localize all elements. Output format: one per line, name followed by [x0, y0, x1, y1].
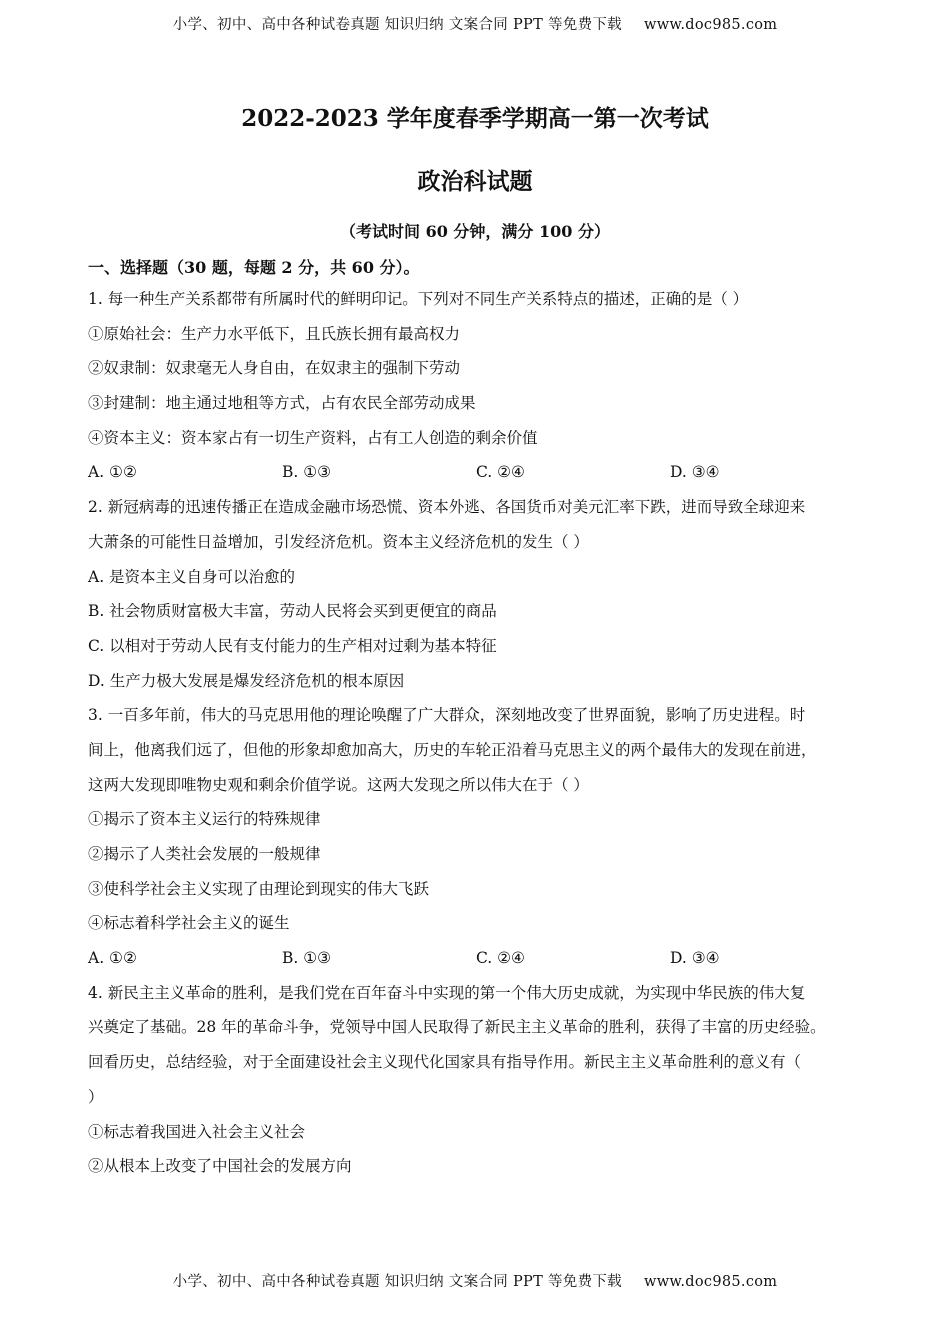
question-2-option: C. 以相对于劳动人民有支付能力的生产相对过剩为基本特征: [88, 636, 497, 655]
exam-title: 2022-2023 学年度春季学期高一第一次考试: [241, 105, 709, 132]
footer-text: 小学、初中、高中各种试卷真题 知识归纳 文案合同 PPT 等免费下载: [172, 1274, 622, 1290]
question-2-stem: 大萧条的可能性日益增加，引发经济危机。资本主义经济危机的发生（ ）: [88, 532, 589, 551]
question-3-stem: 这两大发现即唯物史观和剩余价值学说。这两大发现之所以伟大在于（ ）: [88, 775, 589, 794]
question-4-stem: 回看历史，总结经验，对于全面建设社会主义现代化国家具有指导作用。新民主主义革命胜利的意义有（: [88, 1053, 802, 1072]
question-4-stem: 兴奠定了基础。28 年的革命斗争，党领导中国人民取得了新民主主义革命的胜利，获得了丰富的历史经验。: [88, 1018, 826, 1037]
question-3-item: ①揭示了资本主义运行的特殊规律: [88, 810, 321, 829]
question-4-stem: ）: [88, 1087, 104, 1106]
question-4-item: ②从根本上改变了中国社会的发展方向: [88, 1157, 352, 1176]
exam-note: （考试时间 60 分钟，满分 100 分）: [340, 222, 610, 241]
question-2-option: D. 生产力极大发展是爆发经济危机的根本原因: [88, 671, 405, 690]
option-c: C. ②④: [476, 949, 525, 968]
question-4-item: ①标志着我国进入社会主义社会: [88, 1122, 306, 1141]
question-2-option: A. 是资本主义自身可以治愈的: [88, 567, 296, 586]
option-a: A. ①②: [88, 463, 137, 482]
question-3-item: ③使科学社会主义实现了由理论到现实的伟大飞跃: [88, 879, 430, 898]
page-header: [0, 13, 950, 34]
option-d: D. ③④: [670, 463, 720, 482]
question-3-stem: 3. 一百多年前，伟大的马克思用他的理论唤醒了广大群众，深刻地改变了世界面貌，影响了历史进程。时: [88, 706, 806, 725]
question-list: [88, 287, 883, 1189]
question-3-item: ④标志着科学社会主义的诞生: [88, 914, 290, 933]
option-c: C. ②④: [476, 463, 525, 482]
option-b: B. ①③: [282, 949, 332, 968]
question-1-item: ①原始社会：生产力水平低下，且氏族长拥有最高权力: [88, 324, 461, 343]
header-url[interactable]: www.doc985.com: [643, 17, 778, 33]
question-1-item: ②奴隶制：奴隶毫无人身自由，在奴隶主的强制下劳动: [88, 359, 461, 378]
question-1-item: ④资本主义：资本家占有一切生产资料，占有工人创造的剩余价值: [88, 428, 538, 447]
footer-url[interactable]: www.doc985.com: [643, 1274, 778, 1290]
question-3-stem: 间上，他离我们远了，但他的形象却愈加高大，历史的车轮正沿着马克思主义的两个最伟大的发现在前进，: [88, 740, 817, 759]
question-3-item: ②揭示了人类社会发展的一般规律: [88, 845, 321, 863]
question-2-stem: 2. 新冠病毒的迅速传播正在造成金融市场恐慌、资本外逃、各国货币对美元汇率下跌，进而导致全球迎来: [88, 498, 806, 517]
question-1-item: ③封建制：地主通过地租等方式，占有农民全部劳动成果: [88, 394, 476, 413]
header-text: 小学、初中、高中各种试卷真题 知识归纳 文案合同 PPT 等免费下载: [172, 17, 622, 33]
question-1-options: [88, 460, 883, 495]
section-heading: 一、选择题（30 题，每题 2 分，共 60 分）。: [88, 258, 420, 277]
option-a: A. ①②: [88, 949, 137, 968]
question-2-option: B. 社会物质财富极大丰富，劳动人民将会买到更便宜的商品: [88, 602, 497, 621]
exam-subtitle: 政治科试题: [417, 168, 533, 195]
question-1-stem: 1. 每一种生产关系都带有所属时代的鲜明印记。下列对不同生产关系特点的描述，正确的是（ ）: [88, 290, 749, 308]
question-3-options: [88, 946, 883, 981]
option-d: D. ③④: [670, 949, 720, 968]
page-footer: [0, 1270, 950, 1291]
question-4-stem: 4. 新民主主义革命的胜利，是我们党在百年奋斗中实现的第一个伟大历史成就，为实现中华民族的伟大复: [88, 983, 806, 1002]
option-b: B. ①③: [282, 463, 332, 482]
